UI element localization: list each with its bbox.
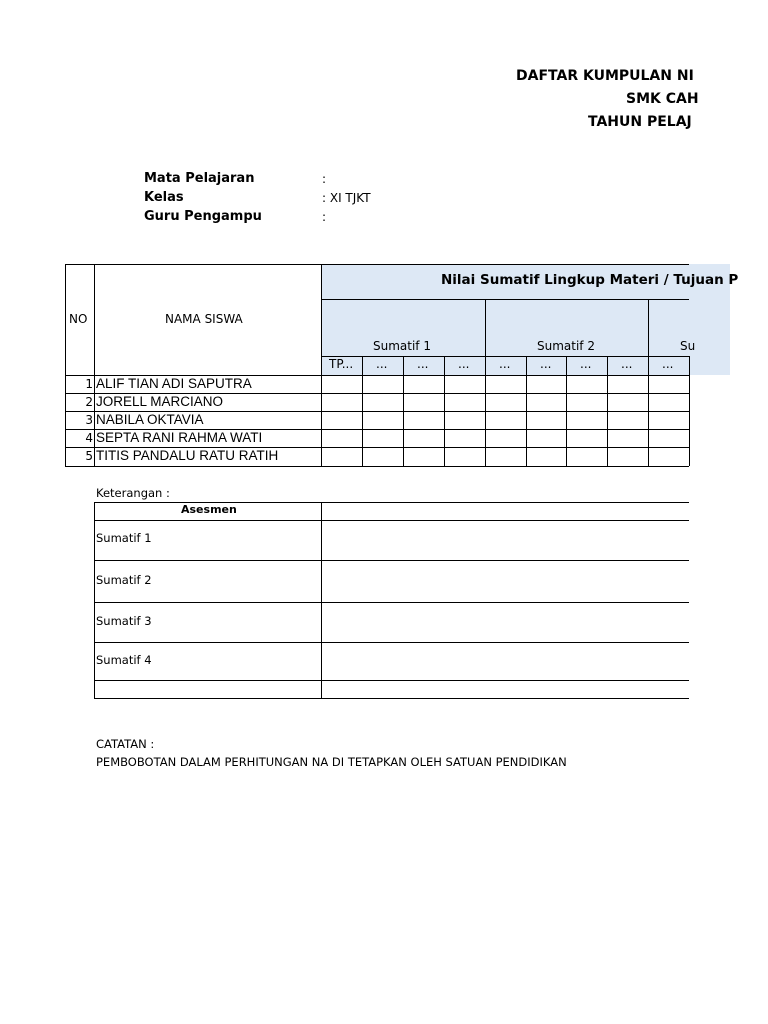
tp-cell[interactable]: ... [580,357,592,371]
asesmen-row-label: Sumatif 2 [96,573,152,587]
tp-cell[interactable]: ... [499,357,511,371]
col-header-nama: NAMA SISWA [165,312,243,326]
tp-cell[interactable]: TP... [329,357,354,371]
asesmen-header: Asesmen [181,503,237,516]
keterangan-label: Keterangan : [96,486,170,500]
tp-cell[interactable]: ... [662,357,674,371]
tp-cell[interactable]: ... [417,357,429,371]
student-no: 5 [85,449,93,463]
col-header-no: NO [69,312,88,326]
tp-cell[interactable]: ... [376,357,388,371]
student-name[interactable]: JORELL MARCIANO [96,394,224,409]
group-header-sumatif: Nilai Sumatif Lingkup Materi / Tujuan P [441,272,739,288]
tp-cell[interactable]: ... [458,357,470,371]
student-no: 2 [85,395,93,409]
guru-value: : [322,210,327,224]
document-title-line-2: SMK CAH [626,91,699,107]
sumatif-3-header: Su [680,339,696,353]
sumatif-1-header: Sumatif 1 [373,339,431,353]
document-title-line-3: TAHUN PELAJ [588,114,692,130]
asesmen-row-label: Sumatif 4 [96,653,152,667]
document-title-line-1: DAFTAR KUMPULAN NI [516,68,694,84]
asesmen-row-label: Sumatif 1 [96,531,152,545]
mapel-value: : [322,172,327,186]
student-name[interactable]: NABILA OKTAVIA [96,412,204,427]
student-no: 4 [85,431,93,445]
sumatif-2-header: Sumatif 2 [537,339,595,353]
guru-label: Guru Pengampu [144,209,262,224]
mapel-label: Mata Pelajaran [144,171,255,186]
tp-cell[interactable]: ... [621,357,633,371]
student-no: 3 [85,413,93,427]
kelas-value: : XI TJKT [322,191,371,205]
student-no: 1 [85,377,93,391]
student-name[interactable]: ALIF TIAN ADI SAPUTRA [96,376,252,391]
tp-cell[interactable]: ... [540,357,552,371]
catatan-text: PEMBOBOTAN DALAM PERHITUNGAN NA DI TETAPKAN OLEH SATUAN PENDIDIKAN [96,755,567,769]
asesmen-row-label: Sumatif 3 [96,614,152,628]
kelas-label: Kelas [144,190,184,205]
student-name[interactable]: SEPTA RANI RAHMA WATI [96,430,263,445]
catatan-label: CATATAN : [96,737,155,751]
student-name[interactable]: TITIS PANDALU RATU RATIH [96,448,279,463]
